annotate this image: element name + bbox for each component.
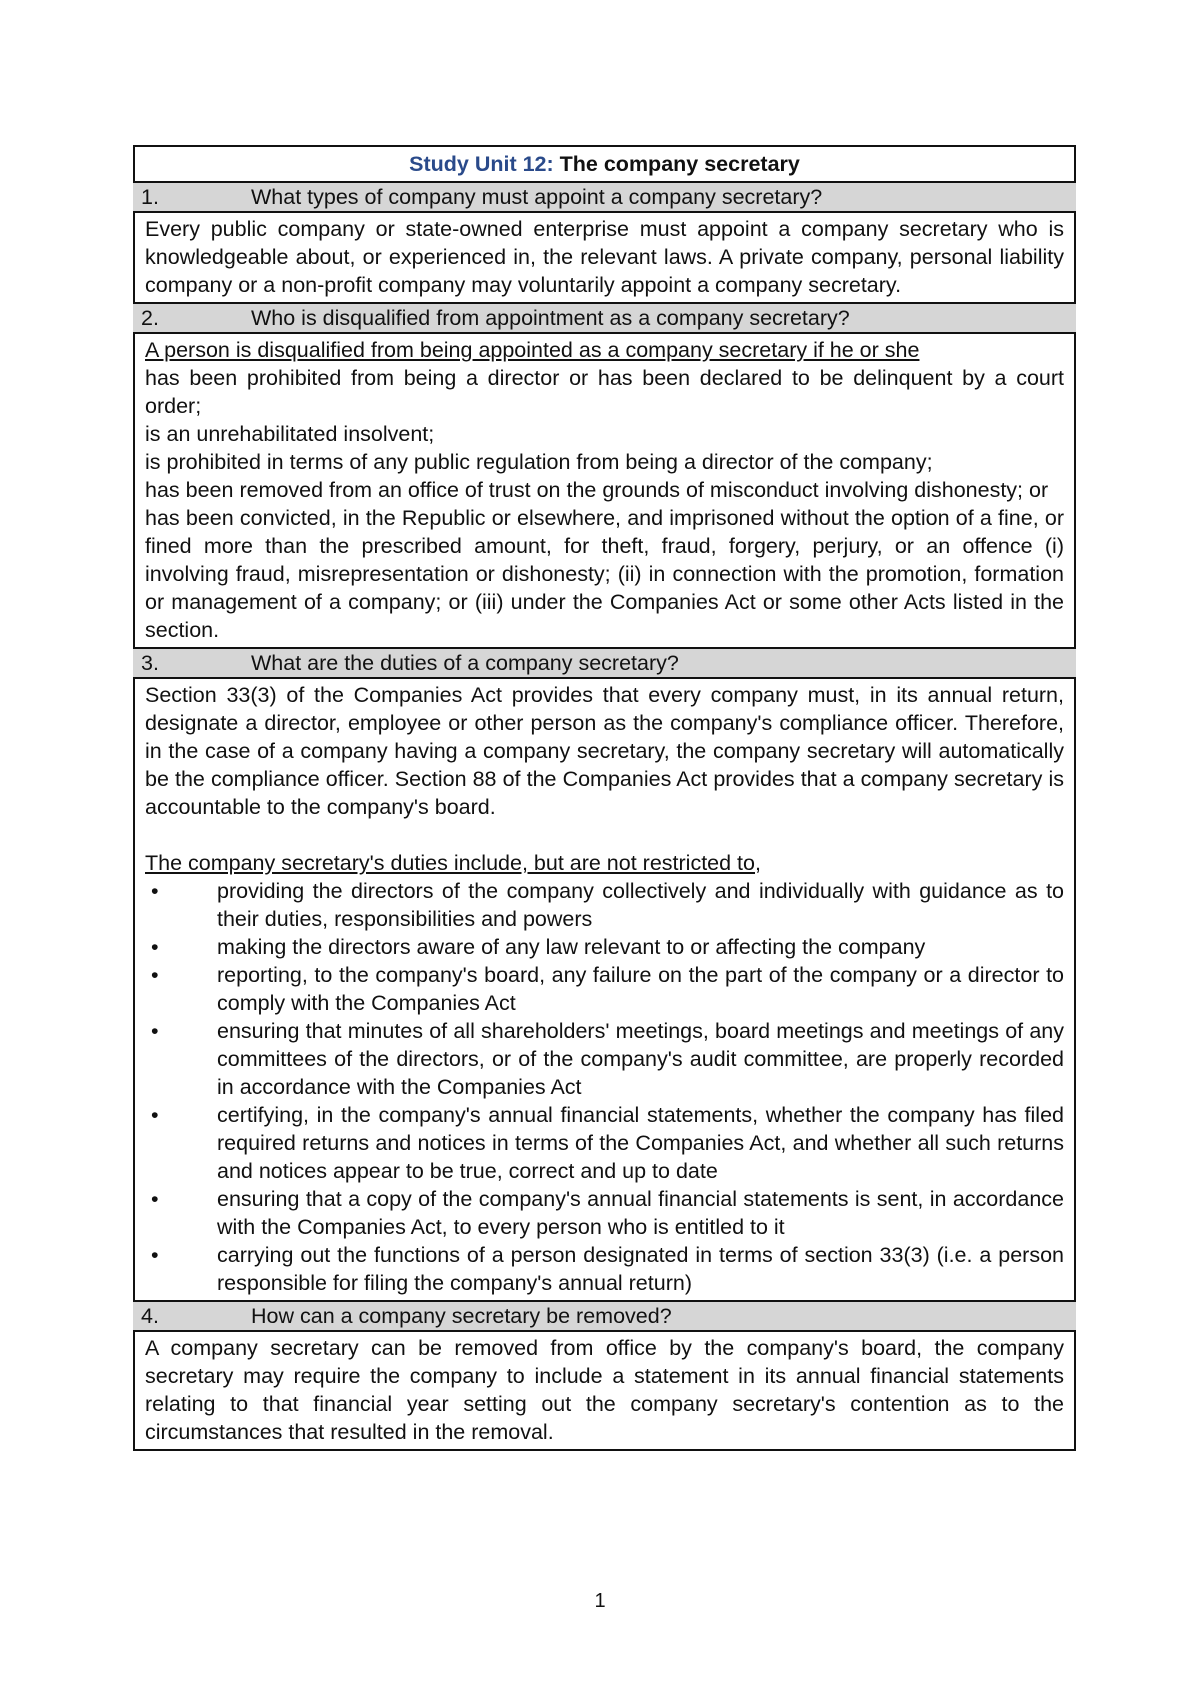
question-text: Who is disqualified from appointment as a company secretary?	[251, 306, 850, 330]
question-row-1	[133, 183, 1076, 211]
list-item	[145, 877, 1064, 933]
answer-box-1	[133, 211, 1076, 304]
answer-line: is an unrehabilitated insolvent;	[145, 422, 435, 446]
question-number: 1.	[141, 185, 159, 209]
bullet-icon: •	[151, 1103, 159, 1127]
answer-box-3	[133, 677, 1076, 1302]
answer-box-2	[133, 332, 1076, 649]
duties-list	[145, 877, 1064, 1297]
list-item	[145, 1101, 1064, 1185]
study-unit-document	[133, 145, 1076, 1451]
answer-text: A company secretary can be removed from office by the company's board, the company secretary may require the company to include a statement in its annual financial statements relating to that financial year setting out the company secretary's contention as to the circumstances that resulted in the removal.	[145, 1336, 1064, 1444]
page-title	[133, 145, 1076, 183]
question-number: 3.	[141, 651, 159, 675]
answer-line: has been prohibited from being a director or has been declared to be delinquent by a court order;	[145, 366, 1064, 418]
bullet-icon: •	[151, 1019, 159, 1043]
question-row-3	[133, 649, 1076, 677]
answer-text: Every public company or state-owned enterprise must appoint a company secretary who is knowledgeable about, or experienced in, the relevant laws. A private company, personal liability company or a non-profit company may voluntarily appoint a company secretary.	[145, 217, 1064, 297]
list-item	[145, 1241, 1064, 1297]
duties-intro-text: The company secretary's duties include, but are not restricted to	[145, 851, 755, 875]
answer-line: has been removed from an office of trust on the grounds of misconduct involving dishonesty; or	[145, 478, 1049, 502]
duties-intro	[145, 849, 1064, 877]
bullet-icon: •	[151, 1187, 159, 1211]
answer-line: has been convicted, in the Republic or elsewhere, and imprisoned without the option of a fine, or fined more than the prescribed amount, for theft, fraud, forgery, perjury, or an offence (i) involving fraud, misrepresentation or dishonesty; (ii) in connection with the promotion, formation or management of a company; or (iii) under the Companies Act or some other Acts listed in the section.	[145, 506, 1064, 642]
question-number: 2.	[141, 306, 159, 330]
list-item	[145, 961, 1064, 1017]
bullet-icon: •	[151, 1243, 159, 1267]
bullet-icon: •	[151, 935, 159, 959]
list-item	[145, 933, 1064, 961]
duties-intro-suffix: ,	[755, 851, 761, 875]
bullet-icon: •	[151, 963, 159, 987]
bullet-icon: •	[151, 879, 159, 903]
list-item	[145, 1017, 1064, 1101]
question-row-2	[133, 304, 1076, 332]
list-item-text: providing the directors of the company collectively and individually with guidance as to their duties, responsibilities and powers	[217, 879, 1064, 931]
list-item-text: ensuring that a copy of the company's annual financial statements is sent, in accordance with the Companies Act, to every person who is entitled to it	[217, 1187, 1064, 1239]
answer-box-4	[133, 1330, 1076, 1451]
list-item-text: ensuring that minutes of all shareholders' meetings, board meetings and meetings of any committees of the directors, or of the company's audit committee, are properly recorded in accordance with the Companies Act	[217, 1019, 1064, 1099]
page-number: 1	[594, 1590, 606, 1612]
list-item	[145, 1185, 1064, 1241]
list-item-text: reporting, to the company's board, any failure on the part of the company or a director to comply with the Companies Act	[217, 963, 1064, 1015]
list-item-text: carrying out the functions of a person designated in terms of section 33(3) (i.e. a person responsible for filing the company's annual return)	[217, 1243, 1064, 1295]
answer-line: is prohibited in terms of any public regulation from being a director of the company;	[145, 450, 933, 474]
title-prefix: Study Unit 12:	[409, 152, 554, 176]
question-number: 4.	[141, 1304, 159, 1328]
list-item-text: certifying, in the company's annual financial statements, whether the company has filed required returns and notices in terms of the Companies Act, and whether all such returns and notices appear to be true, correct and up to date	[217, 1103, 1064, 1183]
question-text: How can a company secretary be removed?	[251, 1304, 672, 1328]
question-text: What are the duties of a company secretary?	[251, 651, 679, 675]
question-text: What types of company must appoint a company secretary?	[251, 185, 823, 209]
question-row-4	[133, 1302, 1076, 1330]
answer-intro: A person is disqualified from being appointed as a company secretary if he or she	[145, 338, 920, 362]
list-item-text: making the directors aware of any law relevant to or affecting the company	[217, 935, 926, 959]
spacer	[145, 821, 1064, 849]
answer-paragraph: Section 33(3) of the Companies Act provides that every company must, in its annual return, designate a director, employee or other person as the company's compliance officer. Therefore, in the case of a company having a company secretary, the company secretary will automatically be the compliance officer. Section 88 of the Companies Act provides that a company secretary is accountable to the company's board.	[145, 683, 1064, 819]
title-text: The company secretary	[559, 152, 800, 176]
